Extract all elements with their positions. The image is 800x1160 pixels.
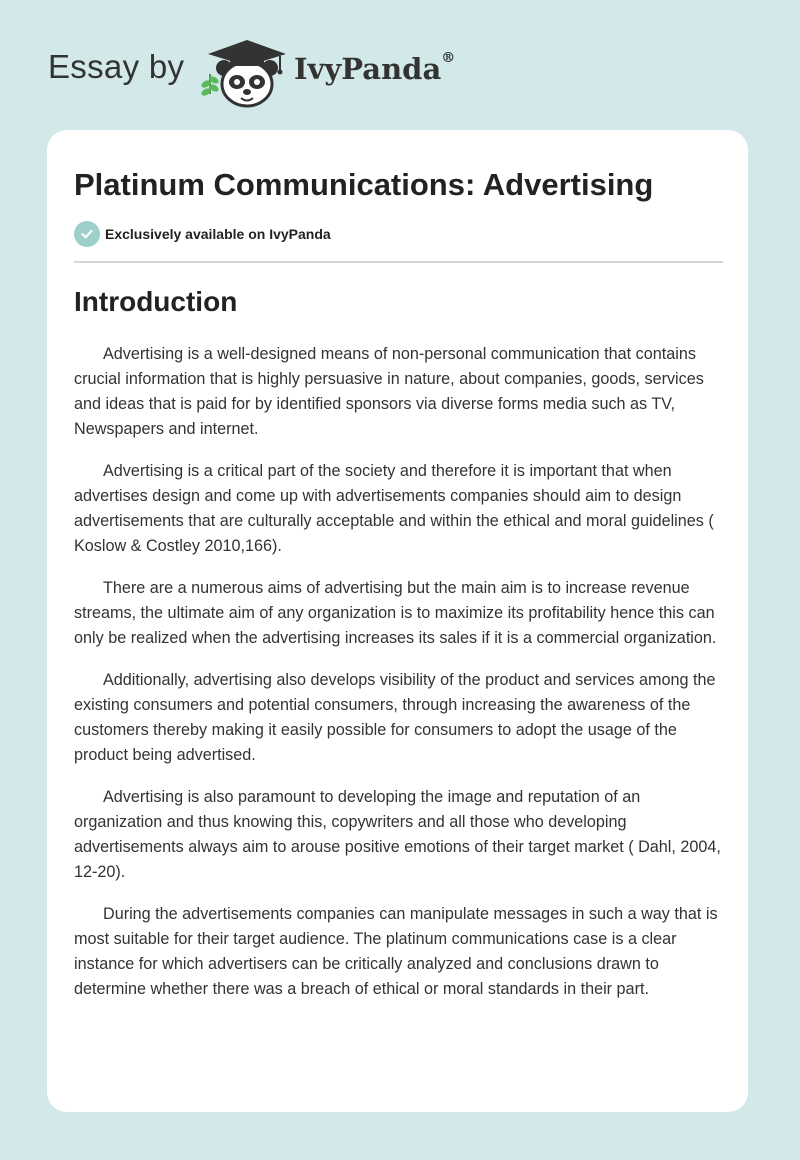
brand-logo-text[interactable] <box>294 52 455 86</box>
paragraph: Advertising is a well-designed means of non-personal communication that contains crucial information that is highly persuasive in nature, about companies, goods, services and ideas that is paid for by identified sponsors via diverse forms media such as TV, Newspapers and internet. <box>74 345 704 438</box>
panda-graduate-icon[interactable] <box>200 34 290 110</box>
essay-title: Platinum Communications: Advertising <box>74 167 654 202</box>
brand-name: IvyPanda <box>294 52 442 86</box>
exclusive-badge-label: Exclusively available on IvyPanda <box>105 226 331 242</box>
paragraph: There are a numerous aims of advertising but the main aim is to increase revenue streams, the ultimate aim of any organization is to maximize its profitability hence this can only be realized when the advertising increases its sales if it is a commercial organization. <box>74 579 717 647</box>
registered-mark: ® <box>441 50 456 66</box>
check-circle-icon <box>74 221 100 247</box>
paragraph: Advertising is also paramount to developing the image and reputation of an organization and thus knowing this, copywriters and all those who developing advertisements always aim to arouse positive emotions of their target market ( Dahl, 2004, 12-20). <box>74 788 721 881</box>
site-header <box>0 0 800 130</box>
paragraph: Additionally, advertising also develops visibility of the product and services among the existing consumers and potential consumers, through increasing the awareness of the customers thereby making it easily possible for consumers to adopt the usage of the product being advertised. <box>74 671 716 764</box>
essay-body <box>74 342 726 1019</box>
section-heading-introduction: Introduction <box>74 286 238 317</box>
exclusive-badge <box>74 221 331 247</box>
essay-by-label: Essay by <box>48 48 185 85</box>
paragraph: During the advertisements companies can manipulate messages in such a way that is most suitable for their target audience. The platinum communications case is a clear instance for which advertisers can be critically analyzed and conclusions drawn to determine whether there was a breach of ethical or moral standards in their part. <box>74 905 718 998</box>
paragraph: Advertising is a critical part of the society and therefore it is important that when advertises design and come up with advertisements companies should aim to design advertisements that are culturally acceptable and within the ethical and moral guidelines ( Koslow & Costley 2010,166). <box>74 462 714 555</box>
title-divider <box>74 261 723 263</box>
essay-card <box>47 130 748 1112</box>
